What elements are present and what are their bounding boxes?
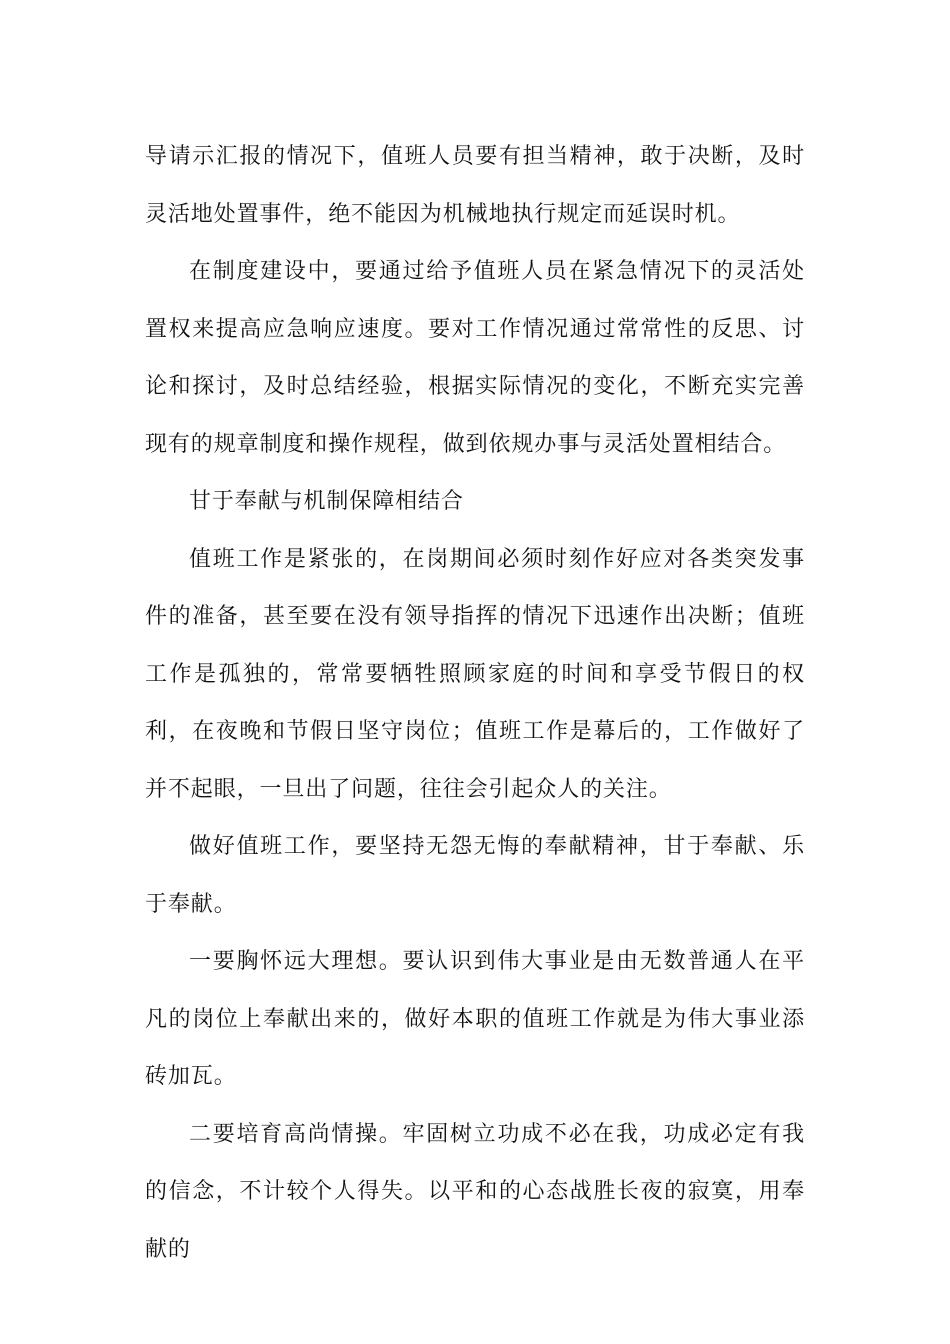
section-heading: 甘于奉献与机制保障相结合 [189,489,464,514]
paragraph-2: 在制度建设中，要通过给予值班人员在紧急情况下的灵活处置权来提高应急响应速度。要对工作情况通过常常性的反思、讨论和探讨，及时总结经验，根据实际情况的变化，不断充实完善现有的规章制度和操作规程，做到依规办事与灵活处置相结合。 [145,259,805,457]
document-body [145,128,805,1278]
paragraph-4: 做好值班工作，要坚持无怨无悔的奉献精神，甘于奉献、乐于奉献。 [145,834,805,917]
paragraph-6: 二要培育高尚情操。牢固树立功成不必在我，功成必定有我的信念，不计较个人得失。以平和的心态战胜长夜的寂寞，用奉献的 [145,1121,805,1262]
paragraph-3: 值班工作是紧张的，在岗期间必须时刻作好应对各类突发事件的准备，甚至要在没有领导指挥的情况下迅速作出决断；值班工作是孤独的，常常要牺牲照顾家庭的时间和享受节假日的权利，在夜晚和节假日坚守岗位；值班工作是幕后的，工作做好了并不起眼，一旦出了问题，往往会引起众人的关注。 [145,546,805,802]
paragraph-5: 一要胸怀远大理想。要认识到伟大事业是由无数普通人在平凡的岗位上奉献出来的，做好本职的值班工作就是为伟大事业添砖加瓦。 [145,949,805,1089]
paragraph-1: 导请示汇报的情况下，值班人员要有担当精神，敢于决断，及时灵活地处置事件，绝不能因为机械地执行规定而延误时机。 [145,144,805,227]
